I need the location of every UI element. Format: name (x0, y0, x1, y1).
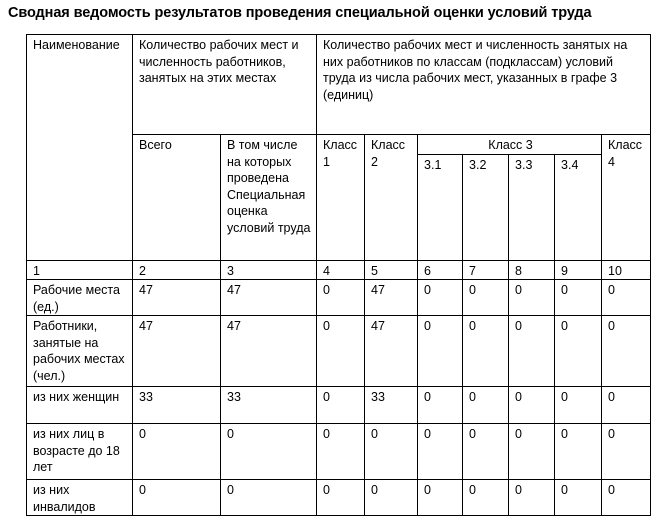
cell-value: 0 (555, 316, 602, 387)
header-total: Всего (133, 135, 221, 261)
cell-value: 0 (317, 424, 365, 480)
cell-value: 0 (133, 480, 221, 516)
cell-value: 0 (418, 387, 463, 424)
column-number: 3 (221, 260, 317, 280)
cell-value: 0 (509, 480, 555, 516)
header-class1: Класс 1 (317, 135, 365, 261)
cell-value: 0 (365, 424, 418, 480)
cell-value: 0 (602, 316, 651, 387)
cell-value: 0 (602, 480, 651, 516)
column-number: 2 (133, 260, 221, 280)
header-name: Наименование (27, 35, 133, 261)
cell-value: 0 (221, 480, 317, 516)
cell-value: 0 (463, 316, 509, 387)
cell-value: 0 (418, 280, 463, 316)
cell-value: 0 (317, 387, 365, 424)
header-class4: Класс 4 (602, 135, 651, 261)
header-class3: Класс 3 (418, 135, 602, 155)
cell-value: 0 (463, 480, 509, 516)
cell-value: 0 (317, 280, 365, 316)
cell-value: 0 (555, 424, 602, 480)
cell-value: 47 (133, 316, 221, 387)
column-number: 6 (418, 260, 463, 280)
table-row (27, 480, 651, 516)
row-label: из них лиц в возрасте до 18 лет (27, 424, 133, 480)
header-class-group: Количество рабочих мест и численность занятых на них работников по классам (подклассам) условий труда из числа рабочих мест, указанных в графе 3 (единиц) (317, 35, 651, 135)
column-number-row (27, 260, 651, 280)
cell-value: 47 (221, 316, 317, 387)
column-number: 10 (602, 260, 651, 280)
cell-value: 0 (317, 316, 365, 387)
row-label: из них инвалидов (27, 480, 133, 516)
cell-value: 0 (221, 424, 317, 480)
cell-value: 0 (418, 316, 463, 387)
table-row (27, 424, 651, 480)
cell-value: 0 (365, 480, 418, 516)
cell-value: 0 (555, 480, 602, 516)
cell-value: 47 (365, 280, 418, 316)
header-assessed: В том числе на которых проведена Специальная оценка условий труда (221, 135, 317, 261)
cell-value: 47 (365, 316, 418, 387)
column-number: 8 (509, 260, 555, 280)
cell-value: 0 (317, 480, 365, 516)
cell-value: 0 (133, 424, 221, 480)
header-sub-3-4: 3.4 (555, 154, 602, 260)
column-number: 7 (463, 260, 509, 280)
cell-value: 0 (602, 424, 651, 480)
column-number: 4 (317, 260, 365, 280)
cell-value: 0 (509, 316, 555, 387)
cell-value: 0 (463, 387, 509, 424)
header-sub-3-3: 3.3 (509, 154, 555, 260)
cell-value: 33 (221, 387, 317, 424)
header-class2: Класс 2 (365, 135, 418, 261)
cell-value: 0 (602, 387, 651, 424)
column-number: 9 (555, 260, 602, 280)
cell-value: 33 (133, 387, 221, 424)
row-label: из них женщин (27, 387, 133, 424)
table-row (27, 316, 651, 387)
cell-value: 0 (555, 280, 602, 316)
cell-value: 0 (418, 424, 463, 480)
cell-value: 0 (509, 280, 555, 316)
cell-value: 0 (418, 480, 463, 516)
row-label: Рабочие места (ед.) (27, 280, 133, 316)
cell-value: 0 (509, 424, 555, 480)
cell-value: 0 (463, 424, 509, 480)
cell-value: 0 (509, 387, 555, 424)
cell-value: 0 (555, 387, 602, 424)
results-table (26, 34, 651, 516)
table-row (27, 387, 651, 424)
header-sub-3-1: 3.1 (418, 154, 463, 260)
column-number: 5 (365, 260, 418, 280)
cell-value: 0 (463, 280, 509, 316)
page-title: Сводная ведомость результатов проведения специальной оценки условий труда (8, 5, 592, 21)
cell-value: 0 (602, 280, 651, 316)
cell-value: 47 (221, 280, 317, 316)
cell-value: 47 (133, 280, 221, 316)
header-sub-3-2: 3.2 (463, 154, 509, 260)
table-row (27, 280, 651, 316)
cell-value: 33 (365, 387, 418, 424)
header-count-group: Количество рабочих мест и численность работников, занятых на этих местах (133, 35, 317, 135)
column-number: 1 (27, 260, 133, 280)
row-label: Работники, занятые на рабочих местах (чел.) (27, 316, 133, 387)
